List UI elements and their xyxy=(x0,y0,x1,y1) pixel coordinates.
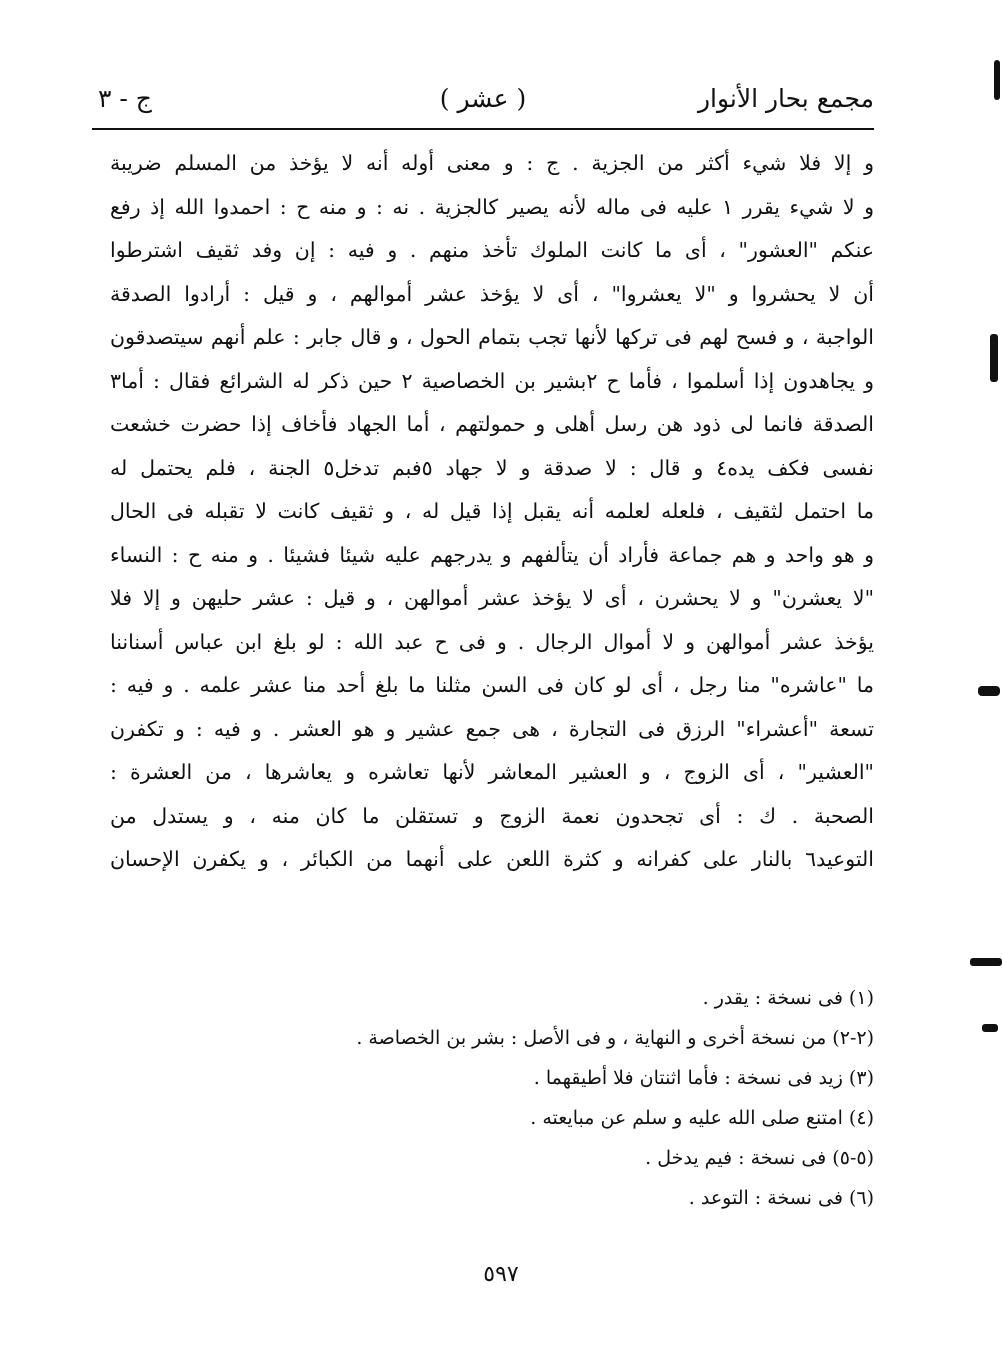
scan-mark xyxy=(994,60,1000,100)
text-line: ما احتمل لثقيف ، فلعله لعلمه أنه يقبل إذا قيل له ، و ثقيف كانت لا تقبله فى الحال xyxy=(110,499,874,523)
header-entry-root: ( عشر ) xyxy=(439,84,527,113)
scan-mark xyxy=(970,958,1002,966)
text-line: تسعة "أعشراء" الرزق فى التجارة ، هى جمع عشير و هو العشر . و فيه : و تكفرن xyxy=(110,716,874,741)
footnote: (١) فى نسخة : يقدر . xyxy=(702,987,874,1009)
footnote: (٣) زيد فى نسخة : فأما اثنتان فلا أطيقهما . xyxy=(533,1067,874,1089)
scan-mark xyxy=(978,686,1000,696)
footnote: (٦) فى نسخة : التوعد . xyxy=(688,1187,874,1209)
footnote: (٥-٥) فى نسخة : فيم يدخل . xyxy=(645,1147,874,1169)
header-book-title: مجمع بحار الأنوار xyxy=(697,84,874,113)
text-line: و لا شيء يقرر ١ عليه فى ماله لأنه يصير كالجزية . نه : و منه ح : احمدوا الله إذ رفع xyxy=(110,194,874,219)
text-line: و إلا فلا شيء أكثر من الجزية . ج : و معنى أوله أنه لا يؤخذ من المسلم ضريبة xyxy=(110,151,874,175)
scan-mark xyxy=(982,1024,998,1032)
header-volume: ج - ٣ xyxy=(98,84,152,113)
text-line: الصدقة فانما لى ذود هن رسل أهلى و حمولتهم ، أما الجهاد فأخاف إذا حضرت خشعت xyxy=(110,412,874,436)
text-line: و يجاهدون إذا أسلموا ، فأما ح ٢بشير بن الخصاصية ٢ حين ذكر له الشرائع فقال : أما٣ xyxy=(110,368,874,393)
footnote: (٤) امتنع صلى الله عليه و سلم عن مبايعته . xyxy=(530,1107,874,1129)
text-line: و هو واحد و هم جماعة فأراد أن يتألفهم و يدرجهم عليه شيئا فشيئا . و منه ح : النساء xyxy=(110,542,874,567)
text-line: ما "عاشره" منا رجل ، أى لو كان فى السن مثلنا ما بلغ أحد منا عشر علمه . و فيه : xyxy=(110,673,874,697)
header-rule xyxy=(92,128,874,130)
text-line: التوعيد٦ بالنار على كفرانه و كثرة اللعن على أنهما من الكبائر ، و يكفرن الإحسان xyxy=(110,847,874,871)
text-line: "لا يعشرن" و لا يحشرن ، أى لا يؤخذ عشر أموالهن ، و قيل : عشر حليهن و إلا فلا xyxy=(110,586,874,610)
footnote: (٢-٢) من نسخة أخرى و النهاية ، و فى الأصل : بشر بن الخصاصة . xyxy=(356,1027,874,1049)
text-line: عنكم "العشور" ، أى ما كانت الملوك تأخذ منهم . و فيه : إن وفد ثقيف اشترطوا xyxy=(110,238,874,262)
text-line: نفسى فكف يده٤ و قال : لا صدقة و لا جهاد ٥فبم تدخل٥ الجنة ، فلم يحتمل له xyxy=(110,455,874,480)
footnotes xyxy=(174,978,874,1218)
text-line: يؤخذ عشر أموالهن و لا أموال الرجال . و فى ح عبد الله : لو بلغ ابن عباس أسناننا xyxy=(110,629,874,654)
scan-mark xyxy=(990,334,998,382)
running-header xyxy=(92,78,874,122)
main-text xyxy=(110,142,874,882)
text-line: أن لا يحشروا و "لا يعشروا" ، أى لا يؤخذ عشر أموالهم ، و قيل : أرادوا الصدقة xyxy=(110,281,874,306)
text-line: "العشير" ، أى الزوج ، و العشير المعاشر لأنها تعاشره و يعاشرها ، من العشرة : xyxy=(110,760,874,784)
text-line: الصحبة . ك : أى تجحدون نعمة الزوج و تستقلن ما كان منه ، و يستدل من xyxy=(110,803,874,828)
text-line: الواجبة ، و فسح لهم فى تركها لأنها تجب بتمام الحول ، و قال جابر : علم أنهم سيتصدقون xyxy=(110,325,874,349)
page-number: ٥٩٧ xyxy=(483,1262,519,1287)
